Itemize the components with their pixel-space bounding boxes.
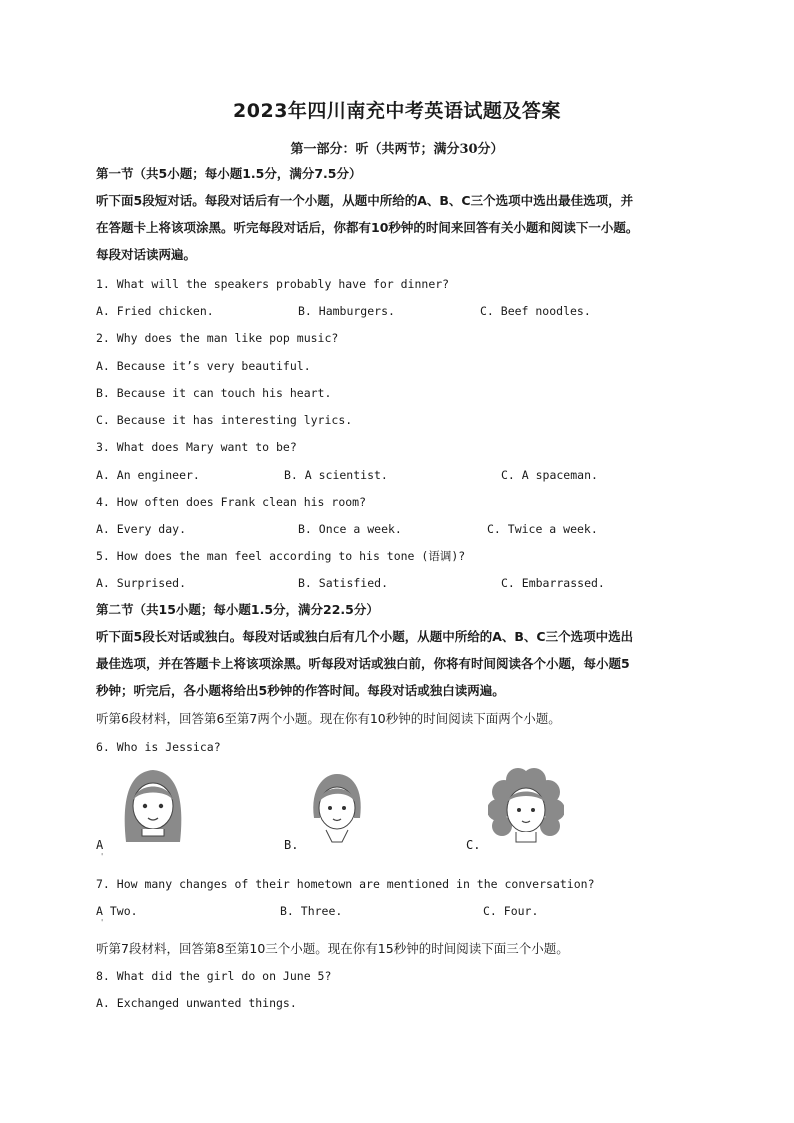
option-c: C. Beef noodles. (480, 304, 591, 318)
question-6: 6. Who is Jessica? (96, 740, 221, 754)
picture-label-b: B. (284, 838, 299, 852)
question-1: 1. What will the speakers probably have for dinner? (96, 277, 450, 291)
option-a: A. Surprised. (96, 576, 187, 590)
section2-instruction-line: 最佳选项，并在答题卡上将该项涂黑。听每段对话或独白前，你将有时间阅读各个小题，每小题5 (96, 656, 630, 671)
option-a: A. Fried chicken. (96, 304, 214, 318)
section1-heading: 第一节（共5小题；每小题1.5分，满分7.5分） (96, 166, 362, 181)
section2-instruction-line: 秒钟；听完后，各小题将给出5秒钟的作答时间。每段对话或独白读两遍。 (96, 683, 505, 698)
section2-instruction-line: 听下面5段长对话或独白。每段对话或独白后有几个小题，从题中所给的A、B、C三个选项中选出 (96, 629, 634, 644)
option-a: A. An engineer. (96, 468, 200, 482)
picture-label-a: A (96, 838, 104, 852)
material-6-intro: 听第6段材料，回答第6至第7两个小题。现在你有10秒钟的时间阅读下面两个小题。 (96, 711, 561, 726)
option-a: A. Because it’s very beautiful. (96, 359, 311, 373)
option-c: C. Embarrassed. (501, 576, 605, 590)
girl-short-hair-icon (308, 770, 366, 848)
option-b: B. A scientist. (284, 468, 388, 482)
section1-instruction-line: 每段对话读两遍。 (96, 247, 197, 262)
option-c: C. Four. (483, 904, 539, 918)
question-8: 8. What did the girl do on June 5? (96, 969, 332, 983)
material-7-intro: 听第7段材料，回答第8至第10三个小题。现在你有15秒钟的时间阅读下面三个小题。 (96, 941, 569, 956)
section1-instruction-line: 听下面5段短对话。每段对话后有一个小题，从题中所给的A、B、C三个选项中选出最佳选项，并 (96, 193, 634, 208)
option-b: B. Because it can touch his heart. (96, 386, 332, 400)
question-3: 3. What does Mary want to be? (96, 440, 297, 454)
question-4: 4. How often does Frank clean his room? (96, 495, 367, 509)
section2-heading: 第二节（共15小题；每小题1.5分，满分22.5分） (96, 602, 379, 617)
document-title: 2023年四川南充中考英语试题及答案 (233, 100, 561, 122)
girl-curly-hair-icon (488, 768, 564, 848)
scan-mark: ' (101, 918, 104, 927)
option-c: C. Because it has interesting lyrics. (96, 413, 353, 427)
option-c: C. A spaceman. (501, 468, 598, 482)
question-2: 2. Why does the man like pop music? (96, 331, 339, 345)
option-b: B. Satisfied. (298, 576, 389, 590)
scan-mark: ' (101, 852, 104, 861)
option-b: B. Three. (280, 904, 343, 918)
option-a: A Two. (96, 904, 138, 918)
option-b: B. Once a week. (298, 522, 402, 536)
option-b: B. Hamburgers. (298, 304, 395, 318)
option-a: A. Every day. (96, 522, 187, 536)
question-7: 7. How many changes of their hometown are mentioned in the conversation? (96, 877, 595, 891)
part1-heading: 第一部分：听（共两节；满分30分） (290, 142, 504, 157)
section1-instruction-line: 在答题卡上将该项涂黑。听完每段对话后，你都有10秒钟的时间来回答有关小题和阅读下一小题。 (96, 220, 639, 235)
picture-label-c: C. (466, 838, 481, 852)
girl-long-hair-icon (118, 766, 188, 848)
option-a: A. Exchanged unwanted things. (96, 996, 297, 1010)
option-c: C. Twice a week. (487, 522, 598, 536)
question-5: 5. How does the man feel according to his tone (语调)? (96, 549, 466, 563)
